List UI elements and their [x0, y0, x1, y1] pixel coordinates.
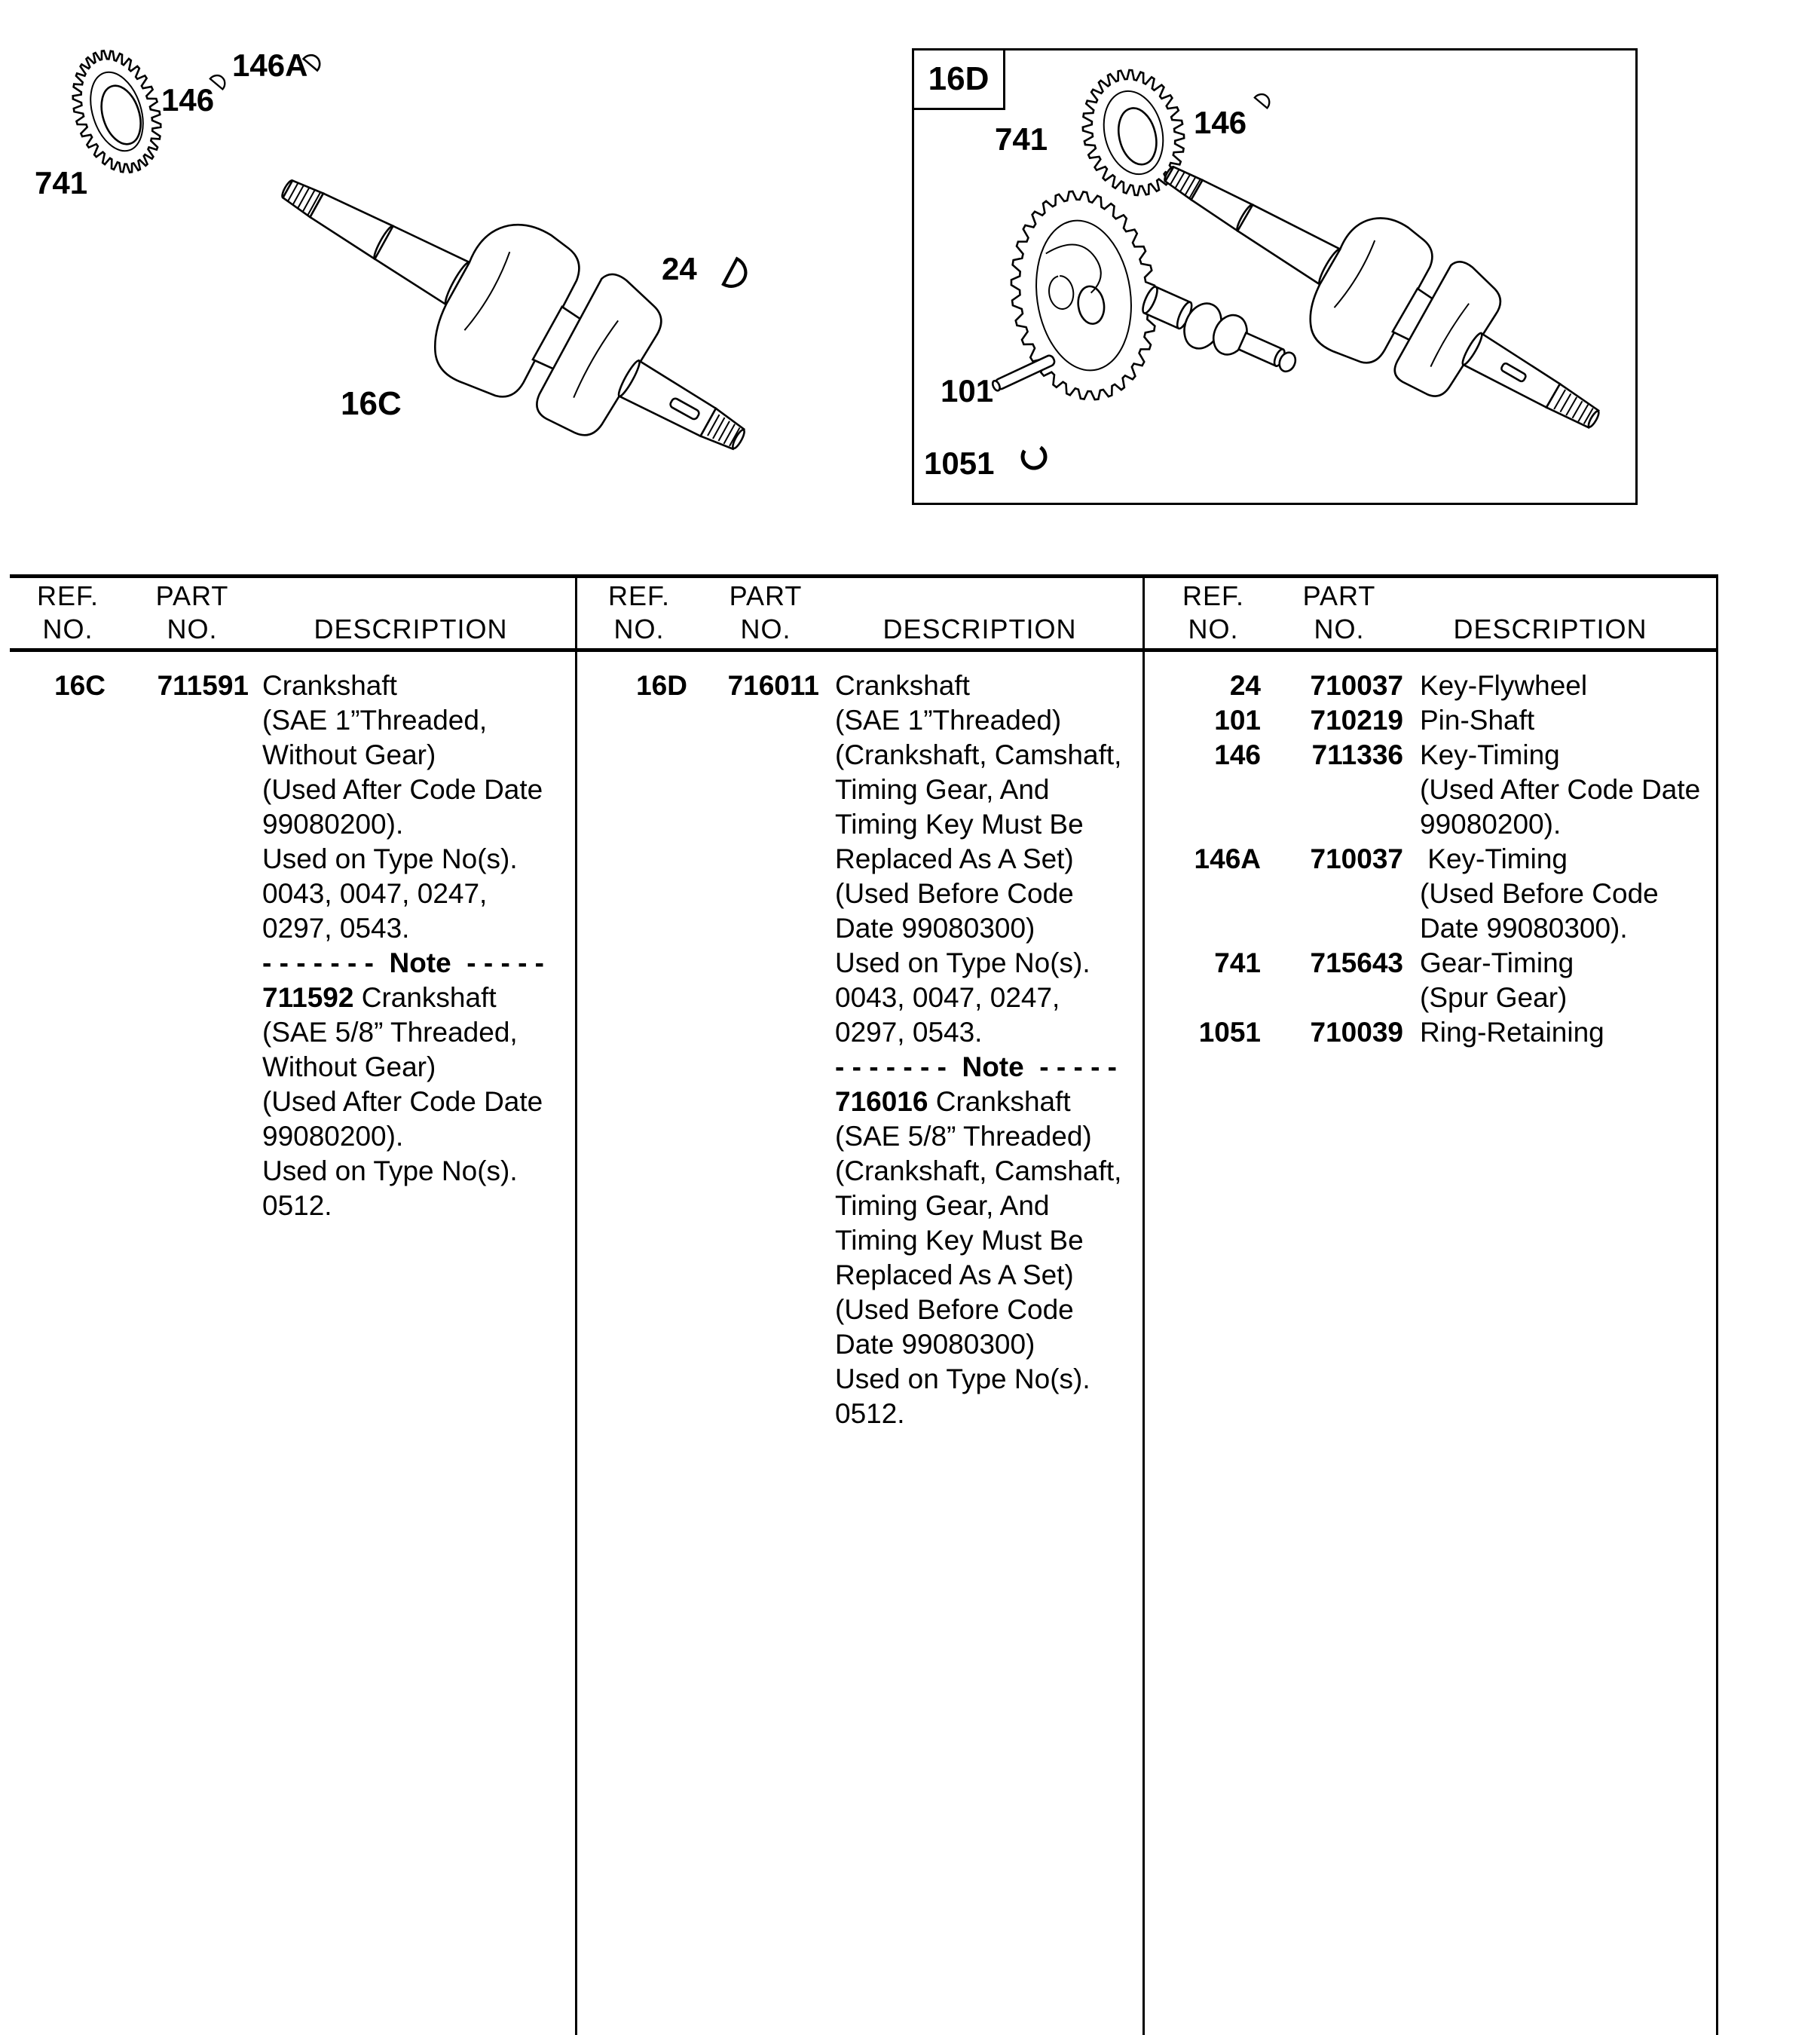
description-text: 99080200).	[1420, 809, 1562, 840]
table-line	[577, 1225, 1142, 1259]
table-line	[577, 1294, 1142, 1329]
description-text: 0297, 0543.	[262, 913, 410, 944]
parts-column-3	[1145, 670, 1716, 1051]
parts-illustrations	[0, 0, 1820, 562]
retaining-ring-1051-illustration	[1018, 441, 1050, 473]
description-text: Date 99080300)	[835, 1329, 1035, 1360]
description-text: Timing Key Must Be	[835, 1225, 1084, 1256]
ref-no: 16C	[54, 670, 106, 701]
header-ref-2: REF.	[607, 580, 671, 611]
table-line	[1145, 809, 1716, 843]
table-line	[577, 947, 1142, 982]
description-text: Date 99080300).	[1420, 913, 1628, 944]
description-text: Key-Timing	[1420, 739, 1560, 770]
description-text: (Used Before Code	[835, 1294, 1074, 1325]
table-line	[577, 982, 1142, 1017]
description-text: - - - - - - - Note - - - - -	[835, 1051, 1117, 1082]
table-line	[1145, 913, 1716, 947]
ref-no: 146	[1214, 739, 1261, 770]
table-line	[1145, 878, 1716, 913]
description-text: 99080200).	[262, 1121, 404, 1152]
description-text: (Used After Code Date	[1420, 774, 1701, 805]
table-line	[10, 774, 575, 809]
table-line	[10, 913, 575, 947]
table-line	[10, 1086, 575, 1121]
description-text: 0297, 0543.	[835, 1017, 983, 1048]
header-desc-1: DESCRIPTION	[314, 614, 508, 644]
description-text: Key-Timing	[1420, 843, 1568, 874]
description-text: 711592 Crankshaft	[262, 982, 497, 1013]
description-text: Without Gear)	[262, 1051, 436, 1082]
timing-gear-741-left-illustration	[58, 39, 176, 184]
header-part-1: PART	[155, 580, 229, 611]
description-text: - - - - - - - Note - - - - -	[262, 947, 544, 978]
table-line	[577, 878, 1142, 913]
description-text: Crankshaft	[262, 670, 397, 701]
parts-column-2	[577, 670, 1142, 1433]
table-line	[10, 982, 575, 1017]
table-line	[577, 1155, 1142, 1190]
callout-741-left: 741	[35, 165, 88, 200]
description-text: Used on Type No(s).	[262, 843, 518, 874]
description-text: (SAE 5/8” Threaded,	[262, 1017, 518, 1048]
description-text: (Used After Code Date	[262, 1086, 543, 1117]
header-ref-3: REF.	[1182, 580, 1245, 611]
description-text: (SAE 5/8” Threaded)	[835, 1121, 1092, 1152]
table-line	[10, 1155, 575, 1190]
table-line	[1145, 982, 1716, 1017]
description-text: (Used Before Code	[1420, 878, 1659, 909]
table-header-separator	[10, 648, 1718, 652]
table-line	[577, 913, 1142, 947]
description-text: Replaced As A Set)	[835, 843, 1074, 874]
description-text: (Used Before Code	[835, 878, 1074, 909]
table-line	[10, 809, 575, 843]
description-text: 0043, 0047, 0247,	[262, 878, 488, 909]
part-no: 715643	[1310, 947, 1403, 978]
table-line	[577, 1017, 1142, 1051]
description-text: Used on Type No(s).	[262, 1155, 518, 1186]
table-line	[577, 1190, 1142, 1225]
ref-no: 146A	[1194, 843, 1261, 874]
table-line	[577, 1398, 1142, 1433]
header-part-2: PART	[729, 580, 803, 611]
part-no: 716011	[727, 670, 819, 701]
callout-16c: 16C	[341, 385, 402, 422]
header-no-3b: NO.	[1314, 614, 1365, 644]
description-text: Ring-Retaining	[1420, 1017, 1604, 1048]
parts-column-1	[10, 670, 575, 1225]
part-no: 711591	[157, 670, 249, 701]
table-line	[1145, 1017, 1716, 1051]
description-text: Used on Type No(s).	[835, 1363, 1090, 1394]
callout-101: 101	[941, 373, 994, 409]
table-line	[10, 1017, 575, 1051]
header-no-2b: NO.	[740, 614, 791, 644]
table-line	[577, 1259, 1142, 1294]
flywheel-key-24-illustration	[723, 259, 751, 292]
callout-146-right: 146	[1194, 105, 1247, 140]
description-text: 0512.	[835, 1398, 905, 1429]
table-line	[10, 670, 575, 705]
header-no-3a: NO.	[1188, 614, 1239, 644]
description-text: Used on Type No(s).	[835, 947, 1090, 978]
crankshaft-16d-illustration	[1131, 105, 1632, 483]
table-line	[577, 843, 1142, 878]
table-top-border	[10, 574, 1718, 578]
description-text: Date 99080300)	[835, 913, 1035, 944]
description-text: (Spur Gear)	[1420, 982, 1568, 1013]
description-text: Crankshaft	[835, 670, 970, 701]
part-no: 710039	[1310, 1017, 1403, 1048]
callout-146a-left: 146A	[232, 47, 308, 83]
table-line	[577, 1121, 1142, 1155]
table-line	[577, 670, 1142, 705]
ref-no: 16D	[636, 670, 687, 701]
table-line	[10, 1190, 575, 1225]
crankshaft-16c-illustration	[243, 111, 783, 515]
description-text: 0512.	[262, 1190, 332, 1221]
callout-741-right: 741	[995, 121, 1048, 157]
table-line	[10, 878, 575, 913]
description-text: Timing Key Must Be	[835, 809, 1084, 840]
description-text: (SAE 1”Threaded,	[262, 705, 488, 736]
callout-146-left: 146	[161, 82, 215, 118]
part-no: 710037	[1310, 843, 1403, 874]
description-text: Gear-Timing	[1420, 947, 1574, 978]
table-line	[1145, 739, 1716, 774]
description-text: 0043, 0047, 0247,	[835, 982, 1060, 1013]
description-text: Timing Gear, And	[835, 1190, 1050, 1221]
table-line	[577, 1329, 1142, 1363]
description-text: Replaced As A Set)	[835, 1259, 1074, 1290]
table-line	[10, 947, 575, 982]
table-line	[1145, 947, 1716, 982]
parts-diagram-area	[0, 0, 1820, 562]
part-no: 710219	[1310, 705, 1403, 736]
callout-1051: 1051	[924, 445, 995, 481]
table-line	[10, 843, 575, 878]
table-line	[10, 739, 575, 774]
ref-no: 741	[1214, 947, 1261, 978]
description-text: (SAE 1”Threaded)	[835, 705, 1062, 736]
description-text: Key-Flywheel	[1420, 670, 1588, 701]
table-line	[577, 705, 1142, 739]
part-no: 710037	[1310, 670, 1403, 701]
camshaft-illustration	[1136, 279, 1304, 387]
table-line	[577, 1086, 1142, 1121]
timing-key-146-right-illustration	[1255, 91, 1273, 109]
table-line	[10, 1121, 575, 1155]
table-line	[577, 1363, 1142, 1398]
header-desc-2: DESCRIPTION	[882, 614, 1077, 644]
ref-no: 101	[1214, 705, 1261, 736]
header-desc-3: DESCRIPTION	[1453, 614, 1647, 644]
table-line	[1145, 705, 1716, 739]
description-text: (Crankshaft, Camshaft,	[835, 739, 1122, 770]
panel-16d-title: 16D	[928, 60, 990, 97]
description-text: Pin-Shaft	[1420, 705, 1535, 736]
ref-no: 24	[1229, 670, 1261, 701]
description-text: 716016 Crankshaft	[835, 1086, 1071, 1117]
panel-16d-title-box	[912, 48, 1005, 110]
description-text: 99080200).	[262, 809, 404, 840]
description-text: Timing Gear, And	[835, 774, 1050, 805]
part-no: 711336	[1311, 739, 1403, 770]
table-line	[577, 774, 1142, 809]
table-line	[1145, 843, 1716, 878]
header-no-1a: NO.	[42, 614, 93, 644]
table-line	[577, 739, 1142, 774]
header-no-2a: NO.	[613, 614, 665, 644]
description-text: (Used After Code Date	[262, 774, 543, 805]
callout-24: 24	[662, 251, 697, 286]
header-no-1b: NO.	[167, 614, 218, 644]
table-line	[1145, 670, 1716, 705]
table-right-border	[1716, 574, 1718, 2035]
table-line	[577, 809, 1142, 843]
header-part-3: PART	[1302, 580, 1376, 611]
table-line	[577, 1051, 1142, 1086]
description-text: Without Gear)	[262, 739, 436, 770]
ref-no: 1051	[1198, 1017, 1261, 1048]
table-line	[10, 1051, 575, 1086]
header-ref-1: REF.	[36, 580, 99, 611]
table-line	[1145, 774, 1716, 809]
table-line	[10, 705, 575, 739]
description-text: (Crankshaft, Camshaft,	[835, 1155, 1122, 1186]
